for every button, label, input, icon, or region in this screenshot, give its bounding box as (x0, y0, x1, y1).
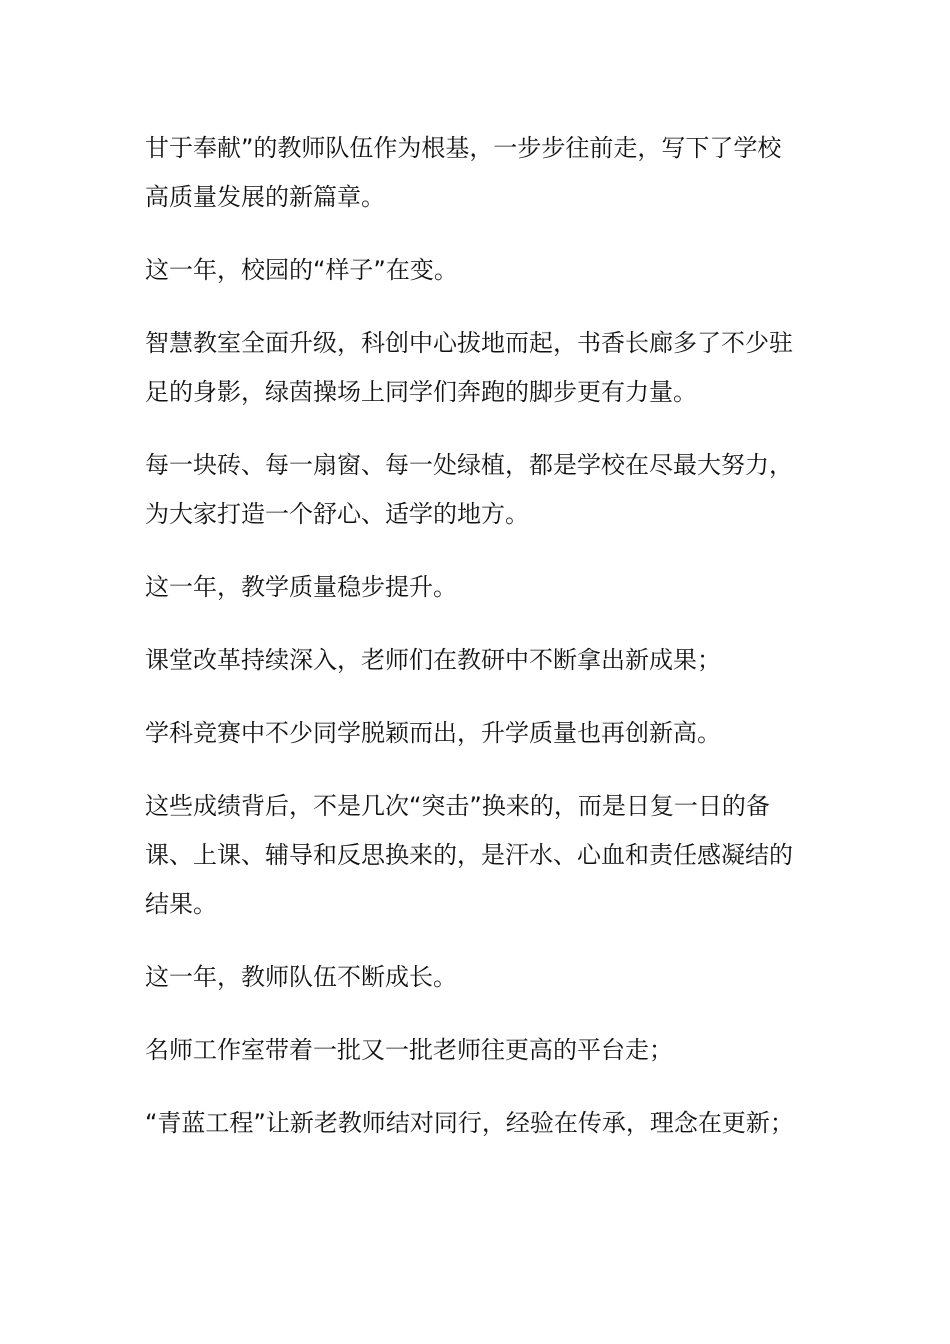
paragraph-line: 为大家打造一个舒心、适学的地方。 (145, 500, 529, 528)
paragraph-8 (145, 782, 817, 929)
paragraph-4 (145, 441, 817, 539)
paragraph-line: “青蓝工程”让新老教师结对同行，经验在传承，理念在更新； (145, 1109, 794, 1137)
paragraph-line: 智慧教室全面升级，科创中心拔地而起，书香长廊多了不少驻 (145, 329, 793, 357)
document-body (145, 124, 817, 1172)
paragraph-line: 课、上课、辅导和反思换来的，是汗水、心血和责任感凝结的 (145, 841, 793, 869)
paragraph-7 (145, 709, 817, 758)
paragraph-line: 这些成绩背后，不是几次“突击”换来的，而是日复一日的备 (145, 792, 770, 820)
paragraph-1 (145, 124, 817, 222)
paragraph-line: 这一年，教师队伍不断成长。 (145, 963, 457, 991)
paragraph-10 (145, 1026, 817, 1075)
paragraph-2 (145, 246, 817, 295)
paragraph-line: 足的身影，绿茵操场上同学们奔跑的脚步更有力量。 (145, 378, 697, 406)
paragraph-line: 每一块砖、每一扇窗、每一处绿植，都是学校在尽最大努力， (145, 451, 793, 479)
paragraph-6 (145, 636, 817, 685)
paragraph-11 (145, 1099, 817, 1148)
paragraph-9 (145, 953, 817, 1002)
paragraph-line: 高质量发展的新篇章。 (145, 183, 385, 211)
paragraph-line: 学科竞赛中不少同学脱颖而出，升学质量也再创新高。 (145, 719, 721, 747)
paragraph-line: 名师工作室带着一批又一批老师往更高的平台走； (145, 1036, 673, 1064)
paragraph-line: 这一年，校园的“样子”在变。 (145, 256, 458, 284)
paragraph-5 (145, 563, 817, 612)
paragraph-line: 这一年，教学质量稳步提升。 (145, 573, 457, 601)
paragraph-line: 课堂改革持续深入，老师们在教研中不断拿出新成果； (145, 646, 721, 674)
paragraph-3 (145, 319, 817, 417)
paragraph-line: 甘于奉献”的教师队伍作为根基，一步步往前走，写下了学校 (145, 134, 782, 162)
paragraph-line: 结果。 (145, 890, 217, 918)
